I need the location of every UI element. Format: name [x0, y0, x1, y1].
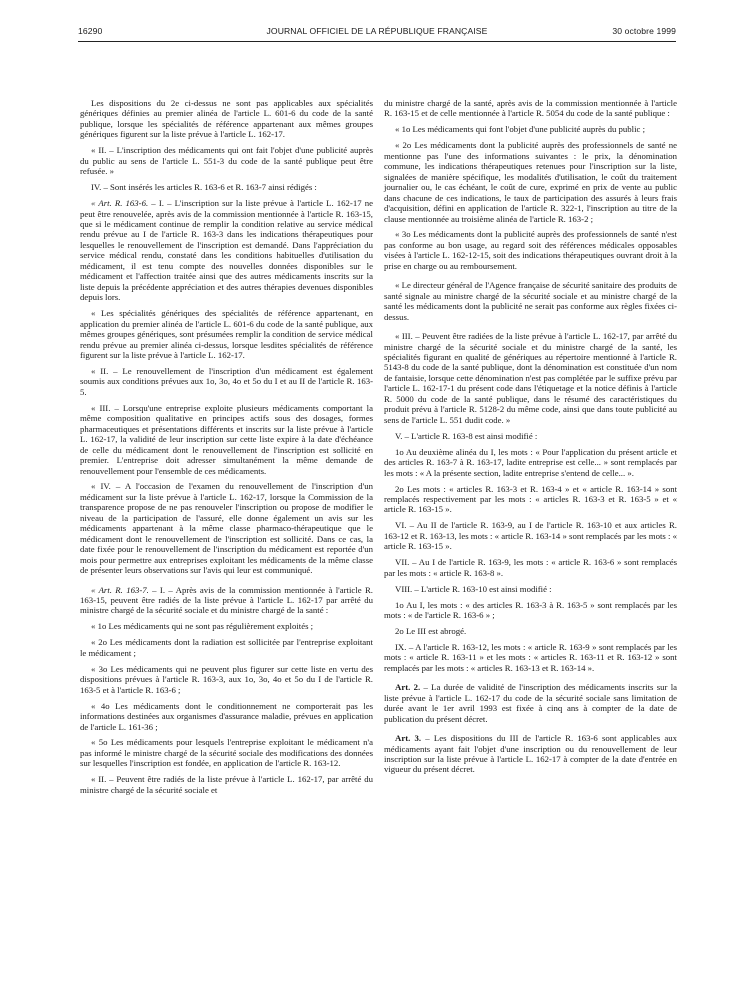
paragraph-text: IX. – A l'article R. 163-12, les mots : « article R. 163-9 » sont remplacés par les mots : « article R. 163-11 » et les mots : « articles R. 163-11 et R. 163-12 » sont remplacés par les mots : « articles R. 163-13 et R. 163-14 ». — [384, 641, 677, 673]
paragraph — [80, 403, 373, 476]
paragraph-text: du ministre chargé de la santé, après avis de la commission mentionnée à l'article R. 163-15 et de celle mentionnée à l'article R. 5054 du code de la santé publique : — [384, 98, 677, 119]
paragraph — [384, 584, 677, 594]
paragraph — [384, 280, 677, 322]
paragraph-text: 2o Les mots : « articles R. 163-3 et R. 163-4 » et « article R. 163-14 » sont remplacés respectivement par les mots : « articles R. 163-3 et R. 163-5 » et « article R. 163-15 ». — [384, 483, 677, 515]
paragraph-text: « 3o Les médicaments dont la publicité auprès des professionnels de santé n'est pas conforme au bon usage, au regard soit des références médicales opposables visées à l'article L. 162-12-15, soit des indications thérapeutiques ouvrant droit à la prise en charge ou au remboursement. — [384, 229, 677, 271]
paragraph — [80, 308, 373, 360]
paragraph — [384, 124, 677, 134]
paragraph-text: « 1o Les médicaments qui font l'objet d'une publicité auprès du public ; — [395, 124, 646, 135]
left-column — [80, 98, 373, 801]
paragraph — [384, 484, 677, 515]
paragraph-text: « III. – Lorsqu'une entreprise exploite plusieurs médicaments comportant la même composition qualitative en principes actifs sous des dosages, formes pharmaceutiques et présentations différents et inscrits sur la liste prévue à l'article L. 162-17, la validité de leur inscription sur cette liste expire à la date d'échéance de celle du médicament dont le renouvellement de l'inscription est sollicité en premier. L'entreprise doit adresser simultanément la même demande de renouvellement pour l'ensemble de ces médicaments. — [80, 402, 373, 476]
paragraph — [80, 585, 373, 616]
paragraph — [384, 520, 677, 551]
paragraph — [80, 98, 373, 140]
paragraph-text: « Le directeur général de l'Agence française de sécurité sanitaire des produits de santé signale au ministre chargé de la sécurité sociale et au ministre chargé de la santé les médicaments dont la publicité ne serait pas conforme aux règles fixées ci-dessus. — [384, 280, 677, 322]
paragraph — [384, 626, 677, 636]
paragraph-text: « II. – Peuvent être radiés de la liste prévue à l'article L. 162-17, par arrêté du ministre chargé de la sécurité sociale et — [80, 774, 373, 795]
paragraph-text: 2o Le III est abrogé. — [395, 625, 467, 636]
article-lead: « Art. R. 163-6. — [91, 198, 149, 209]
paragraph-text: VI. – Au II de l'article R. 163-9, au I de l'article R. 163-10 et aux articles R. 163-12 et R. 163-13, les mots : « article R. 163-14 » sont remplacés par les mots : « article R. 163-15 ». — [384, 520, 677, 552]
paragraph-text: « 2o Les médicaments dont la radiation est sollicitée par l'entreprise exploitant le médicament ; — [80, 637, 373, 658]
paragraph-text: « 2o Les médicaments dont la publicité auprès des professionnels de santé ne mentionne pas l'une des informations suivantes : le prix, la dénomination commune, les indications thérapeutiques retenues pour l'inscription sur la liste, signalées de manière spécifique, les modalités d'utilisation, le coût du traitement journalier ou, le cas échéant, le coût de cure, exprimé en prix de vente au public dans chacune de ces indications, le taux de participation des assurés à leurs frais d'acquisition, défini en application de l'article R. 322-1, l'inscription au titre de la clause mentionnée au troisième alinéa de l'article R. 163-2 ; — [384, 140, 677, 224]
paragraph — [80, 481, 373, 575]
paragraph-text: 1o Au deuxième alinéa du I, les mots : « Pour l'application du présent article et des articles R. 163-7 à R. 163-17, ladite entreprise est celle... » sont remplacés par les mots : « A la présente section, ladite entreprise s'entend de celle... ». — [384, 446, 677, 478]
paragraph-text: « II. – L'inscription des médicaments qui ont fait l'objet d'une publicité auprès du public au sens de l'article L. 551-3 du code de la santé publique peut être refusée. » — [80, 145, 373, 177]
paragraph-text: VIII. – L'article R. 163-10 est ainsi modifié : — [395, 583, 552, 594]
paragraph-text: – I. – Après avis de la commission mentionnée à l'article R. 163-15, peuvent être radiés de la liste prévue à l'article L. 162-17 par arrêté du ministre chargé de la sécurité sociale et du ministre chargé de la santé : — [80, 584, 373, 616]
publication-date: 30 octobre 1999 — [612, 26, 676, 36]
paragraph-text: Les dispositions du 2e ci-dessus ne sont pas applicables aux spécialités génériques définies au premier alinéa de l'article L. 601-6 du code de la santé publique, lorsque les spécialités de référence appartenant aux mêmes groupes génériques figurent sur la liste prévue à l'article L. 162-17. — [80, 98, 373, 140]
paragraph-text: « III. – Peuvent être radiées de la liste prévue à l'article L. 162-17, par arrêté du ministre chargé de la sécurité sociale et du ministre chargé de la santé, les spécialités figurant en qualité de génériques au répertoire mentionné à l'article R. 5143-8 du code de la santé publique, dont la dénomination est constituée d'un nom de fantaisie, lorsque cette dénomination n'est pas complétée par le suffixe prévu par l'article L. 162-17-1 du présent code dans l'étiquetage et la notice définis à l'article R. 5000 du code de la santé publique, dans le résumé des caractéristiques du produit prévu à l'article R. 5128-2 du même code, ainsi que dans toute publicité au sens de l'article L. 551 dudit code. » — [384, 331, 677, 425]
paragraph — [384, 642, 677, 673]
paragraph-text: « 1o Les médicaments qui ne sont pas régulièrement exploités ; — [91, 621, 314, 632]
paragraph-text: « Les spécialités génériques des spécialités de référence appartenant, en application du premier alinéa de l'article L. 601-6 du code de la santé publique, aux mêmes groupes génériques, sont présumées remplir la condition de service médical rendu prévue au premier alinéa ci-dessus, lorsque lesdites spécialités de référence figurent sur la liste prévue à l'article L. 162-17. — [80, 308, 373, 360]
paragraph-text: 1o Au I, les mots : « des articles R. 163-3 à R. 163-5 » sont remplacés par les mots : « de l'article R. 163-6 » ; — [384, 599, 677, 621]
paragraph — [384, 733, 677, 775]
paragraph — [384, 431, 677, 441]
paragraph-text: – Les dispositions du III de l'article R. 163-6 sont applicables aux médicaments ayant fait l'objet d'une inscription ou du renouvellement de leur inscription sur la liste prévue à l'article L. 162-17 à compter de la date d'entrée en vigueur du présent décret. — [384, 733, 677, 775]
article-heading: Art. 3. — [395, 733, 422, 744]
paragraph — [384, 140, 677, 224]
paragraph — [80, 737, 373, 768]
paragraph-text: – I. – L'inscription sur la liste prévue à l'article L. 162-17 ne peut être renouvelée, après avis de la commission mentionnée à l'article R. 163-15, que si le médicament continue de remplir la condition relative au service médical rendu prévue au I de l'article R. 163-3 dans les indications thérapeutiques pour lesquelles le renouvellement de l'inscription est demandé. Dans l'appréciation du service médical rendu, constaté dans les conditions habituelles d'utilisation du médicament, il est tenu compte des nouvelles données disponibles sur le médicament et l'affection traitée ainsi que des autres médicaments inscrits sur la liste depuis la précédente appréciation et des autres thérapies devenues disponibles depuis lors. — [80, 198, 373, 303]
paragraph — [80, 198, 373, 303]
right-column — [384, 98, 677, 780]
paragraph-text: IV. – Sont insérés les articles R. 163-6 et R. 163-7 ainsi rédigés : — [91, 182, 317, 193]
paragraph-text: « 3o Les médicaments qui ne peuvent plus figurer sur cette liste en vertu des dispositions prévues à l'article R. 163-3, aux 1o, 3o, 4o et 5o du I de l'article R. 163-5 et à l'article R. 163-6 ; — [80, 663, 373, 695]
paragraph-text: V. – L'article R. 163-8 est ainsi modifié : — [395, 430, 538, 441]
paragraph — [80, 182, 373, 192]
paragraph — [80, 664, 373, 695]
header-rule — [78, 41, 676, 42]
paragraph — [80, 621, 373, 631]
paragraph — [384, 229, 677, 271]
paragraph — [384, 331, 677, 425]
paragraph — [80, 145, 373, 176]
paragraph-text: – La durée de validité de l'inscription des médicaments inscrits sur la liste prévue à l'article L. 162-17 du code de la sécurité sociale sans limitation de durée avant le 1er avril 1993 est fixée à cinq ans à compter de la date de publication du présent décret. — [384, 682, 678, 724]
paragraph — [80, 366, 373, 397]
article-heading: Art. 2. — [395, 682, 421, 693]
paragraph — [384, 682, 677, 724]
paragraph — [80, 774, 373, 795]
page-number: 16290 — [78, 26, 103, 36]
paragraph — [384, 557, 677, 578]
paragraph-text: « 5o Les médicaments pour lesquels l'entreprise exploitant le médicament n'a pas informé le ministre chargé de la sécurité sociale des modifications des données sur lesquelles l'inscription est fondée, en application de l'article R. 163-12. — [80, 737, 373, 769]
article-lead: « Art. R. 163-7. — [91, 584, 149, 595]
paragraph — [384, 600, 677, 621]
paragraph-text: VII. – Au I de l'article R. 163-9, les mots : « article R. 163-6 » sont remplacés par les mots : « article R. 163-8 ». — [384, 557, 677, 578]
paragraph — [80, 637, 373, 658]
paragraph — [384, 447, 677, 478]
journal-title: JOURNAL OFFICIEL DE LA RÉPUBLIQUE FRANÇAISE — [266, 26, 488, 36]
paragraph-text: « IV. – A l'occasion de l'examen du renouvellement de l'inscription d'un médicament sur la liste prévue à l'article L. 162-17, lorsque la Commission de la transparence propose de ne pas renouveler l'inscription ou propose de modifier le niveau de la participation de l'assuré, elle donne également un avis sur les médicaments appartenant à la même classe pharmaco-thérapeutique que le médicament dont le renouvellement de l'inscription est sollicité. Dans ce cas, la date fixée pour le renouvellement de l'inscription du médicament est reportée d'un mois pour permettre aux entreprises exploitant les médicaments de la même classe de présenter leurs observations sur l'avis qui leur est communiqué. — [80, 481, 373, 576]
paragraph — [80, 701, 373, 732]
paragraph-text: « II. – Le renouvellement de l'inscription d'un médicament est également soumis aux conditions prévues aux 1o, 3o, 4o et 5o du I et au II de l'article R. 163-5. — [80, 365, 373, 397]
paragraph-text: « 4o Les médicaments dont le conditionnement ne comporterait pas les informations destinées aux organismes d'assurance maladie, prévues en application de l'article L. 161-36 ; — [80, 700, 373, 732]
paragraph — [384, 98, 677, 119]
page-header — [78, 26, 676, 42]
